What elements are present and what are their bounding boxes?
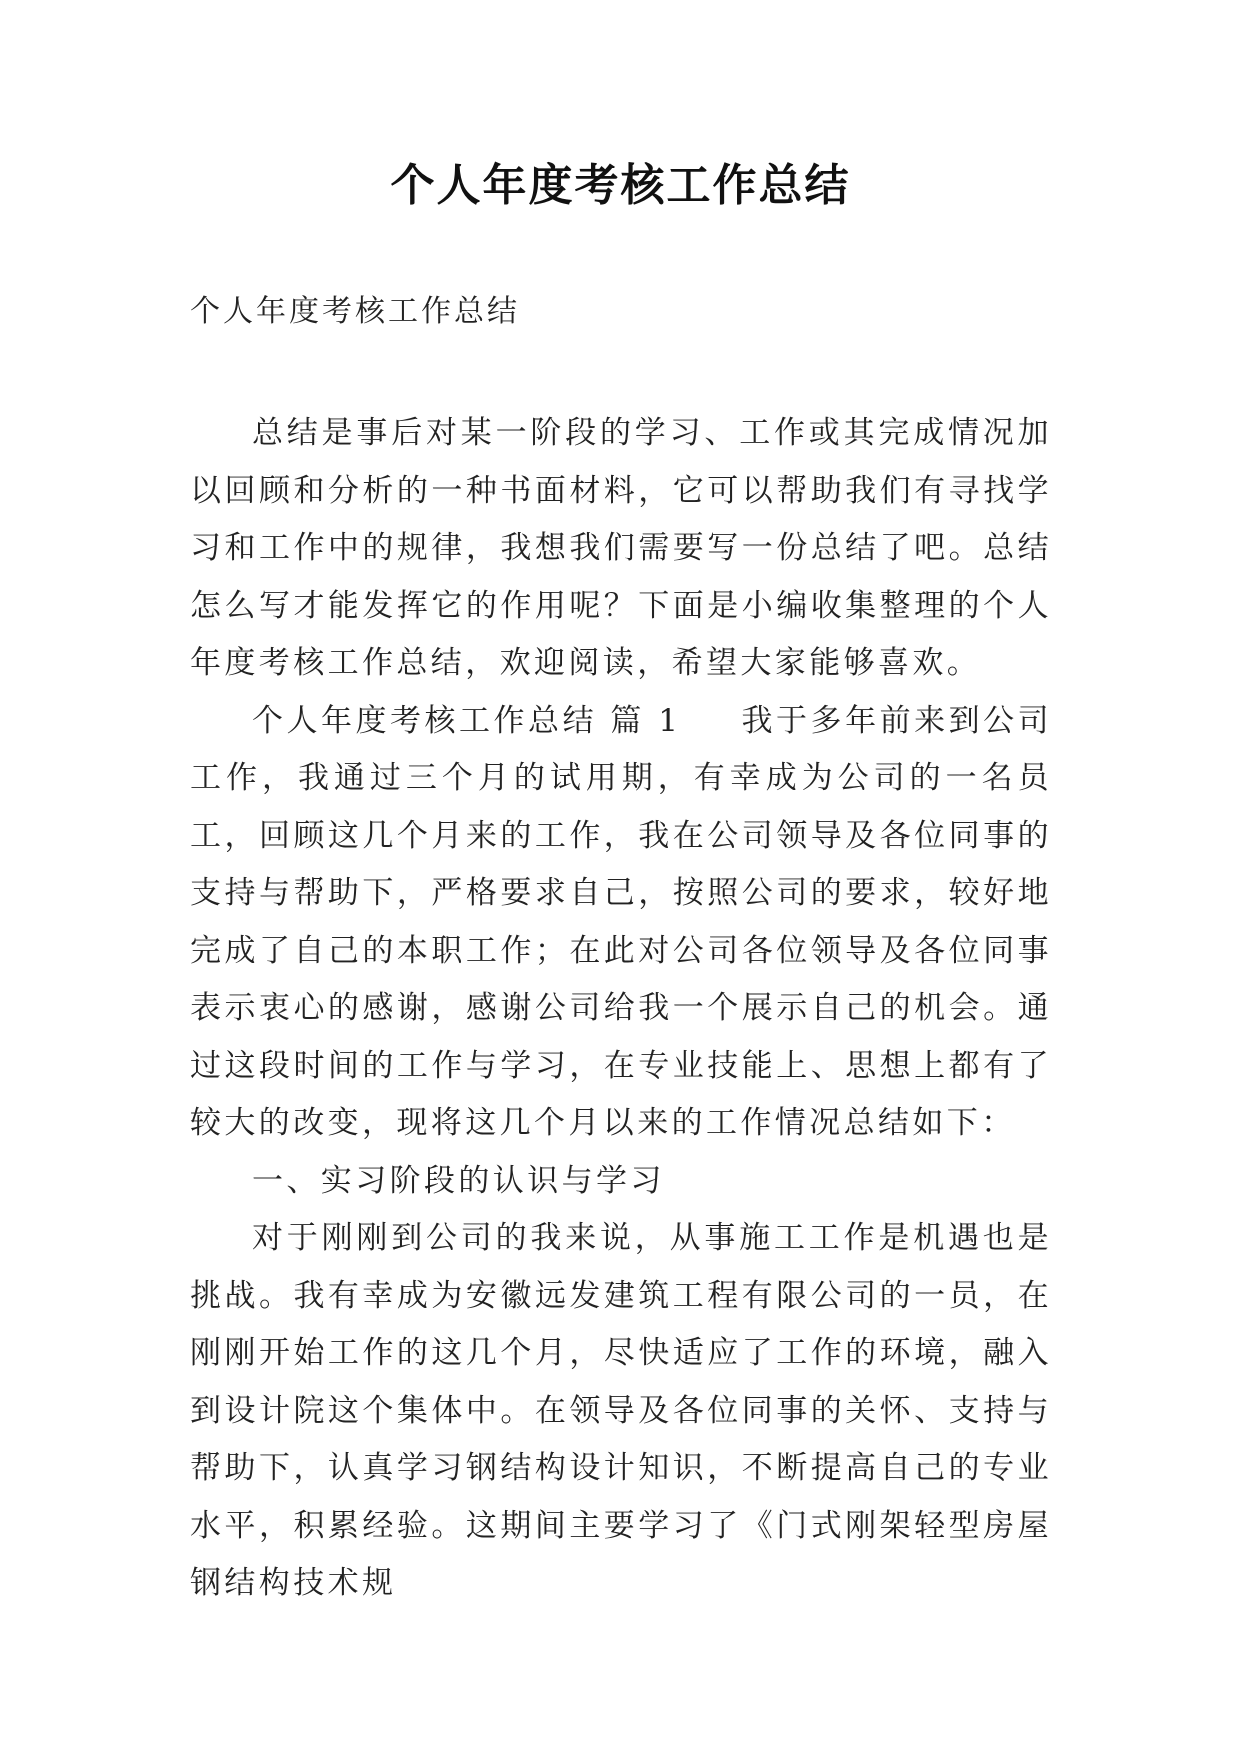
document-body: [190, 405, 1052, 1613]
document-subtitle: 个人年度考核工作总结: [190, 294, 520, 329]
article-body: 我于多年前来到公司工作，我通过三个月的试用期，有幸成为公司的一名员工，回顾这几个月来的工作，我在公司领导及各位同事的支持与帮助下，严格要求自己，按照公司的要求，较好地完成了自己的本职工作；在此对公司各位领导及各位同事表示衷心的感谢，感谢公司给我一个展示自己的机会。通过这段时间的工作与学习，在专业技能上、思想上都有了较大的改变，现将这几个月以来的工作情况总结如下：: [190, 702, 1053, 1141]
article-paragraph: [190, 693, 1052, 1153]
section-one-heading: 一、实习阶段的认识与学习: [252, 1162, 665, 1199]
article-label: 个人年度考核工作总结 篇 1: [252, 702, 682, 739]
document-title: 个人年度考核工作总结: [390, 160, 851, 211]
section-one-paragraph: 对于刚刚到公司的我来说，从事施工工作是机遇也是挑战。我有幸成为安徽远发建筑工程有限公司的一员，在刚刚开始工作的这几个月，尽快适应了工作的环境，融入到设计院这个集体中。在领导及各位同事的关怀、支持与帮助下，认真学习钢结构设计知识，不断提高自己的专业水平，积累经验。这期间主要学习了《门式刚架轻型房屋钢结构技术规: [190, 1220, 1052, 1601]
intro-paragraph: 总结是事后对某一阶段的学习、工作或其完成情况加以回顾和分析的一种书面材料，它可以帮助我们有寻找学习和工作中的规律，我想我们需要写一份总结了吧。总结怎么写才能发挥它的作用呢？下面是小编收集整理的个人年度考核工作总结，欢迎阅读，希望大家能够喜欢。: [190, 415, 1052, 681]
